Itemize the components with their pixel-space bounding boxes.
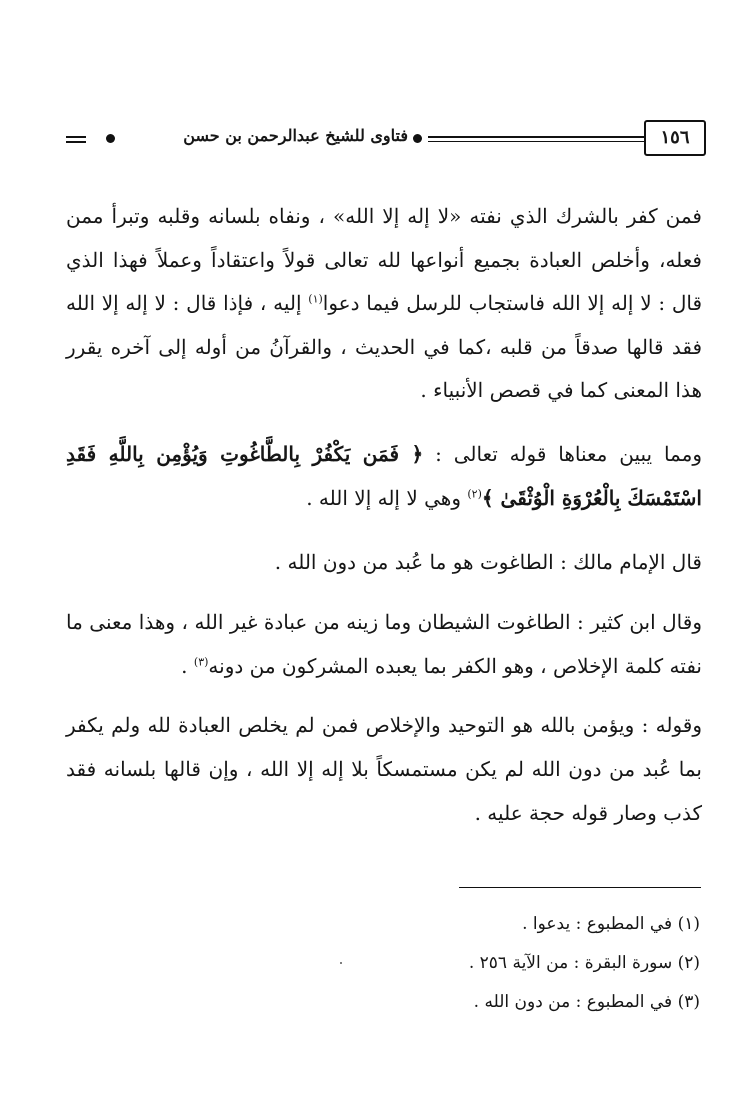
paragraph-1: [66, 195, 702, 413]
paragraph-4: [66, 600, 702, 688]
bullet-icon: [106, 134, 115, 143]
footnote-ref-3: (٣): [193, 655, 209, 669]
paragraph-3: [66, 540, 702, 584]
running-header: [66, 120, 706, 162]
paragraph-text: وقوله : ويؤمن بالله هو التوحيد والإخلاص فمن لم يخلص العبادة لله ولم يكفر بما عُبد من دون الله لم يكن مستمسكاً بلا إله إلا الله ، وإن قالها بلسانه فقد كذب وصار قوله حجة عليه .: [66, 713, 702, 825]
footnote-separator: [459, 887, 701, 888]
paragraph-text-continued: وهي لا إله إلا الله .: [306, 486, 468, 510]
scan-speck: [340, 962, 342, 964]
bullet-icon: [413, 134, 422, 143]
header-rule-thin: [428, 141, 646, 142]
footnote-ref-1: (١): [308, 292, 323, 306]
footnote-3: (٣) في المطبوع : من دون الله .: [473, 992, 700, 1012]
footnote-1: (١) في المطبوع : يدعوا .: [522, 914, 700, 934]
paragraph-text: وقال ابن كثير : الطاغوت الشيطان وما زينه من عبادة غير الله ، وهذا معنى ما نفته كلمة الإخلاص ، وهو الكفر بما يعبده المشركون من دونه: [66, 610, 702, 678]
paragraph-text: فمن كفر بالشرك الذي نفته «لا إله إلا الله» ، ونفاه بلسانه وقلبه وتبرأ ممن فعله، وأخلص العبادة بجميع أنواعها لله تعالى قولاً واعتقاداً وعملاً فهذا الذي قال : لا إله إلا الله فاستجاب للرسل فيما دعوا: [66, 204, 703, 315]
footnotes: [300, 905, 700, 1022]
header-rule-left-lower: [66, 141, 86, 143]
paragraph-text: ومما يبين معناها قوله تعالى :: [423, 442, 702, 466]
header-rule-left: [66, 136, 86, 138]
page-number: ١٥٦: [644, 120, 706, 156]
footnote-2: (٢) سورة البقرة : من الآية ٢٥٦ .: [468, 953, 700, 973]
quran-verse: ﴿ فَمَن يَكْفُرْ بِالطَّاغُوتِ وَيُؤْمِن بِاللَّهِ فَقَدِ اسْتَمْسَكَ بِالْعُرْوَةِ الْوُثْقَىٰ ﴾: [66, 442, 702, 510]
paragraph-2: [66, 432, 702, 520]
header-rule: [428, 136, 646, 138]
paragraph-text-continued: إليه ، فإذا قال : لا إله إلا الله فقد قالها صدقاً من قلبه ،كما في الحديث ، والقرآنُ من أوله إلى آخره يقرر هذا المعنى كما في قصص الأنبياء .: [66, 291, 702, 402]
paragraph-text: قال الإمام مالك : الطاغوت هو ما عُبد من دون الله .: [274, 550, 702, 574]
paragraph-text-continued: .: [181, 654, 194, 678]
footnote-ref-2: (٢): [467, 487, 482, 501]
paragraph-5: [66, 703, 702, 835]
book-title: فتاوى للشيخ عبدالرحمن بن حسن: [183, 126, 408, 145]
